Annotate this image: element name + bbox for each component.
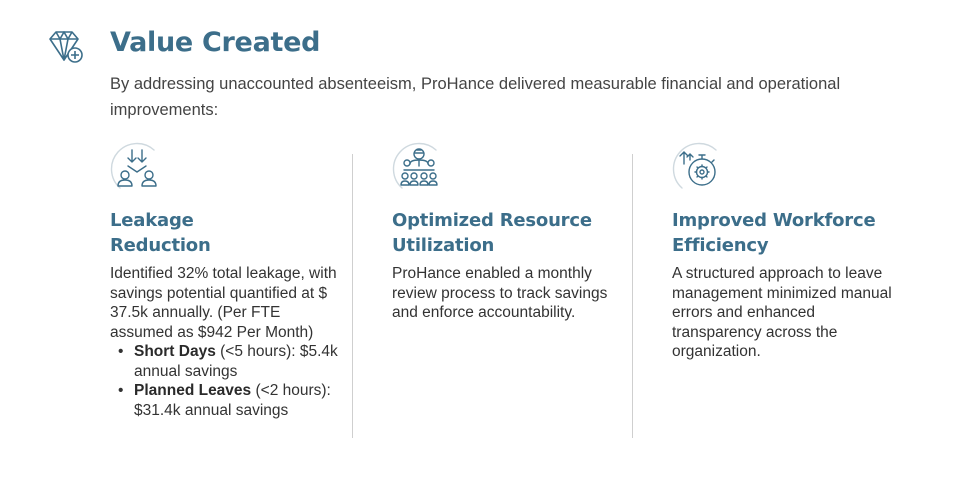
team-network-icon xyxy=(390,140,448,198)
column-body: ProHance enabled a monthly review process to track savings and enforce accountability. xyxy=(392,265,608,321)
workforce-efficiency-column xyxy=(672,140,902,362)
list-item: • Short Days (<5 hours): $5.4k annual savings xyxy=(116,342,345,381)
column-heading: Leakage Reduction xyxy=(110,210,211,256)
stopwatch-gear-icon xyxy=(670,140,728,198)
leakage-reduction-column xyxy=(110,140,345,420)
column-body: Identified 32% total leakage, with savings potential quantified at $ 37.5k annually. (Per FTE assumed as $942 Per Month) xyxy=(110,265,337,341)
diamond-plus-icon xyxy=(46,28,86,68)
page-title: Value Created xyxy=(110,27,321,58)
intro-text: By addressing unaccounted absenteeism, ProHance delivered measurable financial and operational improvements: xyxy=(110,75,841,119)
column-body: A structured approach to leave management minimized manual errors and enhanced transparency across the organization. xyxy=(672,265,892,360)
column-divider xyxy=(352,154,353,438)
leakage-reduction-icon xyxy=(108,140,166,198)
savings-list xyxy=(116,342,345,420)
column-divider xyxy=(632,154,633,438)
column-heading: Improved Workforce Efficiency xyxy=(672,210,876,256)
resource-utilization-column xyxy=(392,140,622,323)
column-heading: Optimized Resource Utilization xyxy=(392,210,592,256)
list-item: • Planned Leaves (<2 hours): $31.4k annual savings xyxy=(116,381,345,420)
